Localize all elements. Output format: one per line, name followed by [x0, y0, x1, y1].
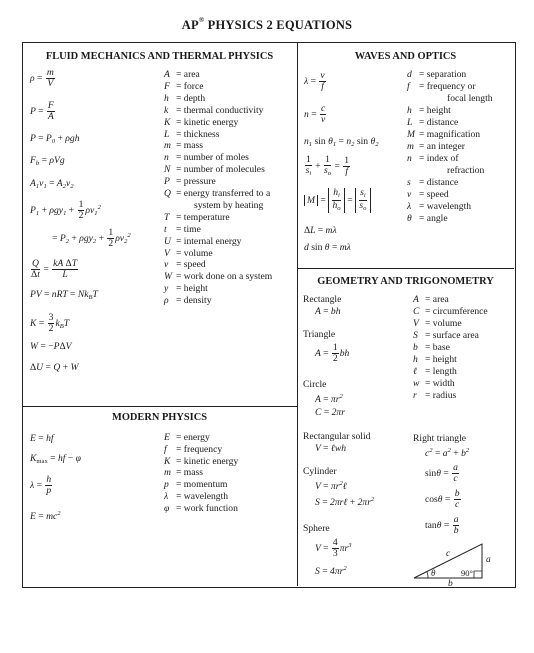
- definition-symbol: b: [413, 342, 418, 353]
- waves-definition: [407, 69, 466, 80]
- double-slit-equation: d sin θ = mλ: [304, 242, 351, 253]
- fluid-definition: [194, 200, 263, 211]
- definition-text: = frequency or: [419, 81, 476, 92]
- geometry-definition: [413, 342, 450, 353]
- definition-text: = height: [419, 105, 451, 116]
- waves-definition: [407, 213, 448, 224]
- photon-energy-equation: E = hf: [30, 433, 54, 444]
- magnification-equation: M = $\frac{h_i}{h_o}$ = $\frac{s_i}{s_o}$: [304, 188, 371, 213]
- fluid-section-title: FLUID MECHANICS AND THERMAL PHYSICS: [45, 51, 274, 62]
- triangle-label: Triangle: [303, 329, 336, 340]
- definition-text: = circumference: [425, 306, 488, 317]
- fluid-definition: [164, 129, 220, 140]
- photoelectric-equation: $K_{max}$ = hf − φ: [30, 453, 81, 465]
- definition-symbol: d: [407, 69, 412, 80]
- definition-text: focal length: [447, 93, 493, 104]
- fluid-definition: [164, 164, 265, 175]
- geometry-definition: [413, 330, 479, 341]
- right-section-divider: [297, 268, 514, 269]
- geometry-definition: [413, 318, 462, 329]
- fluid-definition: [164, 188, 270, 199]
- definition-symbol: m: [407, 141, 414, 152]
- modern-section-title: MODERN PHYSICS: [112, 412, 207, 423]
- right-triangle-label: Right triangle: [413, 433, 467, 444]
- fluid-definition: [164, 117, 238, 128]
- waves-definition: [407, 177, 458, 188]
- bernoulli-equation-line2: = $P_2 + \rho gy_2$ + $\frac{1}{2}$ $\rho v_2^2$: [52, 227, 131, 250]
- circumference-equation: C = 2πr: [315, 407, 345, 418]
- definition-symbol: f: [407, 81, 410, 92]
- definition-text: = time: [176, 223, 201, 235]
- definition-text: = energy transferred to a: [176, 188, 271, 199]
- definition-text: = depth: [176, 92, 206, 104]
- fluid-definition: [164, 259, 206, 270]
- definition-text: = energy: [176, 432, 210, 443]
- fluid-definition: [164, 81, 204, 92]
- modern-definition: [164, 432, 210, 443]
- definition-text: = length: [425, 366, 457, 377]
- definition-symbol: y: [164, 283, 169, 295]
- sphere-label: Sphere: [303, 523, 330, 534]
- definition-text: = momentum: [176, 479, 228, 491]
- definition-symbol: θ: [407, 213, 412, 224]
- definition-symbol: A: [164, 69, 170, 80]
- definition-symbol: E: [164, 432, 170, 443]
- geometry-section-title: GEOMETRY AND TRIGONOMETRY: [317, 276, 494, 287]
- path-difference-equation: ΔL = mλ: [304, 225, 337, 236]
- buoyant-force-equation: $F_b = \rho Vg$: [30, 155, 65, 167]
- fluid-definition: [164, 212, 230, 223]
- circle-label: Circle: [303, 379, 327, 390]
- definition-text: = density: [176, 295, 212, 307]
- definition-text: = temperature: [176, 211, 230, 223]
- definition-text: = area: [425, 294, 449, 305]
- modern-definition: [164, 503, 238, 514]
- waves-section-title: WAVES AND OPTICS: [354, 51, 457, 62]
- adjacent-label: b: [448, 579, 453, 586]
- mass-energy-equation: $E = mc^2$: [30, 510, 61, 522]
- definition-symbol: n: [407, 153, 412, 164]
- sphere-surface-equation: $S = 4\pi r^2$: [315, 565, 347, 577]
- definition-text: = height: [425, 354, 457, 365]
- definition-symbol: V: [164, 247, 170, 259]
- waves-definition: [407, 129, 480, 140]
- definition-text: = area: [176, 69, 200, 80]
- waves-definition: [407, 81, 476, 92]
- hypotenuse-label: c: [446, 549, 451, 559]
- fluid-definition: [164, 69, 200, 80]
- right-angle-label: 90°: [461, 568, 473, 578]
- geometry-definition: [413, 378, 455, 389]
- document-title-text: PHYSICS 2 EQUATIONS: [207, 18, 353, 32]
- definition-text: = magnification: [419, 129, 481, 140]
- definition-symbol: h: [407, 105, 412, 116]
- definition-symbol: L: [407, 117, 413, 128]
- continuity-equation: $A_1v_1 = A_2v_2$: [30, 178, 74, 190]
- definition-text: = radius: [425, 390, 457, 401]
- definition-text: = number of moles: [176, 152, 249, 164]
- definition-symbol: F: [164, 80, 170, 92]
- geometry-definition: [413, 366, 457, 377]
- angle-label: θ: [431, 568, 436, 578]
- definition-symbol: m: [164, 140, 171, 152]
- modern-definition: [164, 444, 222, 455]
- geometry-definition: [413, 390, 456, 401]
- definition-symbol: v: [164, 259, 169, 271]
- definition-text: = work function: [176, 502, 238, 514]
- definition-symbol: t: [164, 223, 167, 235]
- definition-symbol: Q: [164, 188, 171, 199]
- kinetic-energy-gas-equation: K = $\frac{3}{2}$ $k_BT$: [30, 312, 70, 335]
- definition-symbol: ρ: [164, 295, 169, 307]
- fluid-definition: [164, 140, 203, 151]
- fluid-definition: [164, 236, 241, 247]
- heat-conduction-equation: $\frac{Q}{\Delta t}$ = $\frac{\text{kA ΔT}}{L}$: [31, 258, 78, 281]
- definition-text: = height: [176, 283, 208, 295]
- rectangle-label: Rectangle: [303, 294, 342, 305]
- definition-text: = speed: [176, 259, 206, 271]
- snells-law-equation: $n_1$ $\sin \theta_1 = n_2$ $\sin \theta_2$: [304, 136, 379, 148]
- left-section-divider: [22, 406, 297, 407]
- thin-lens-equation: $\frac{1}{s_i}$ + $\frac{1}{s_o}$ = $\frac{1}{f}$: [305, 154, 350, 178]
- definition-symbol: S: [413, 330, 418, 341]
- definition-text: = kinetic energy: [176, 116, 239, 128]
- definition-text: = work done on a system: [176, 271, 273, 283]
- definition-symbol: T: [164, 211, 170, 223]
- definition-text: = kinetic energy: [176, 455, 239, 467]
- geometry-definition: [413, 354, 457, 365]
- definition-text: = frequency: [176, 443, 223, 455]
- definition-symbol: φ: [164, 502, 170, 514]
- definition-symbol: M: [407, 129, 415, 140]
- wavelength-equation: λ = $\frac{v}{f}$: [304, 70, 325, 93]
- triangle-area-equation: A = $\frac{1}{2}$ bh: [315, 342, 350, 365]
- definition-text: = thermal conductivity: [176, 104, 264, 116]
- waves-definition: [447, 165, 484, 176]
- definition-symbol: N: [164, 164, 171, 176]
- sphere-volume-equation: V = $\frac{4}{3}$ $\pi r^3$: [315, 537, 352, 560]
- definition-text: = an integer: [419, 141, 465, 152]
- definition-symbol: λ: [407, 201, 412, 212]
- de-broglie-equation: λ = $\frac{h}{p}$: [30, 474, 52, 497]
- definition-text: = distance: [419, 177, 459, 188]
- definition-text: = distance: [419, 117, 459, 128]
- definition-symbol: λ: [164, 491, 169, 502]
- sine-equation: sinθ = $\frac{a}{c}$: [425, 462, 458, 485]
- definition-text: = surface area: [425, 330, 479, 341]
- work-gas-equation: W = −PΔV: [30, 341, 72, 352]
- document-title: AP® PHYSICS 2 EQUATIONS: [181, 16, 353, 32]
- cylinder-label: Cylinder: [303, 466, 337, 477]
- ideal-gas-equation: PV = nRT = $Nk_BT$: [30, 289, 98, 301]
- fluid-definition: [164, 152, 249, 163]
- modern-definition: [164, 456, 238, 467]
- definition-text: = base: [425, 342, 450, 353]
- definition-text: = force: [176, 80, 204, 92]
- definition-symbol: K: [164, 116, 171, 128]
- definition-text: = wavelength: [176, 491, 229, 502]
- fluid-definition: [164, 93, 205, 104]
- waves-definition: [407, 141, 465, 152]
- waves-definition: [407, 153, 459, 164]
- definition-text: = separation: [419, 69, 467, 80]
- waves-definition: [407, 105, 451, 116]
- definition-text: = width: [425, 378, 455, 389]
- opposite-label: a: [486, 555, 491, 565]
- definition-symbol: C: [413, 306, 420, 317]
- waves-definition: [407, 201, 471, 212]
- definition-symbol: k: [164, 104, 169, 116]
- definition-symbol: h: [164, 92, 169, 104]
- circle-area-equation: $A = \pi r^2$: [315, 393, 343, 405]
- modern-definition: [164, 491, 228, 502]
- waves-definition: [447, 93, 493, 104]
- pythagorean-equation: $c^2 = a^2 + b^2$: [425, 447, 470, 459]
- definition-symbol: P: [164, 176, 170, 188]
- definition-symbol: f: [164, 443, 167, 455]
- definition-text: = index of: [419, 153, 459, 164]
- definition-symbol: K: [164, 455, 171, 467]
- definition-text: = pressure: [176, 176, 216, 188]
- rectangle-area-equation: A = bh: [315, 306, 341, 317]
- definition-text: = speed: [419, 189, 449, 200]
- density-equation: ρ = $\frac{m}{V}$: [30, 67, 54, 90]
- definition-text: = angle: [419, 213, 448, 224]
- fluid-definition: [164, 271, 272, 282]
- definition-text: = wavelength: [419, 201, 472, 212]
- definition-text: = mass: [176, 140, 203, 152]
- waves-definition: [407, 189, 449, 200]
- definition-text: = mass: [176, 467, 203, 479]
- definition-symbol: V: [413, 318, 419, 329]
- definition-symbol: v: [407, 189, 412, 200]
- first-law-equation: ΔU = Q + W: [30, 362, 79, 373]
- definition-symbol: p: [164, 479, 169, 491]
- definition-text: = thickness: [176, 128, 220, 140]
- fluid-definition: [164, 105, 263, 116]
- cosine-equation: cosθ = $\frac{b}{c}$: [425, 488, 460, 511]
- definition-symbol: r: [413, 390, 417, 401]
- cylinder-volume-equation: $V = \pi r^2\ell$: [315, 480, 347, 492]
- definition-symbol: s: [407, 177, 411, 188]
- definition-symbol: ℓ: [413, 366, 417, 377]
- center-divider: [297, 42, 298, 586]
- definition-symbol: n: [164, 152, 169, 164]
- definition-text: = volume: [176, 247, 213, 259]
- geometry-definition: [413, 294, 449, 305]
- tangent-equation: tanθ = $\frac{a}{b}$: [425, 514, 459, 537]
- definition-symbol: U: [164, 235, 171, 247]
- definition-symbol: m: [164, 467, 171, 479]
- definition-text: refraction: [447, 165, 485, 176]
- bernoulli-equation-line1: $P_1 + \rho gy_1$ + $\frac{1}{2}$ $\rho v_1^2$: [30, 199, 101, 222]
- definition-symbol: W: [164, 271, 172, 283]
- geometry-definition: [413, 306, 488, 317]
- definition-text: = volume: [425, 318, 462, 329]
- fluid-definition: [164, 283, 208, 294]
- fluid-definition: [164, 248, 213, 259]
- modern-definition: [164, 479, 228, 490]
- modern-definition: [164, 467, 203, 478]
- fluid-definition: [164, 295, 212, 306]
- rect-solid-label: Rectangular solid: [303, 431, 371, 442]
- definition-symbol: L: [164, 128, 170, 140]
- definition-text: system by heating: [194, 199, 264, 211]
- definition-symbol: h: [413, 354, 418, 365]
- rect-solid-volume-equation: V = ℓwh: [315, 443, 347, 454]
- definition-text: = number of molecules: [176, 164, 265, 176]
- definition-symbol: A: [413, 294, 419, 305]
- fluid-definition: [164, 176, 216, 187]
- definition-symbol: w: [413, 378, 420, 389]
- fluid-definition: [164, 224, 201, 235]
- hydrostatic-pressure-equation: $P = P_0 + \rho gh$: [30, 133, 80, 145]
- cylinder-surface-equation: S = 2πrℓ + $2\pi r^2$: [315, 496, 375, 508]
- right-triangle-diagram: [410, 540, 500, 586]
- definition-text: = internal energy: [176, 235, 242, 247]
- waves-definition: [407, 117, 458, 128]
- pressure-equation: P = $\frac{F}{A}$: [30, 100, 54, 123]
- index-refraction-equation: n = $\frac{c}{v}$: [304, 103, 326, 126]
